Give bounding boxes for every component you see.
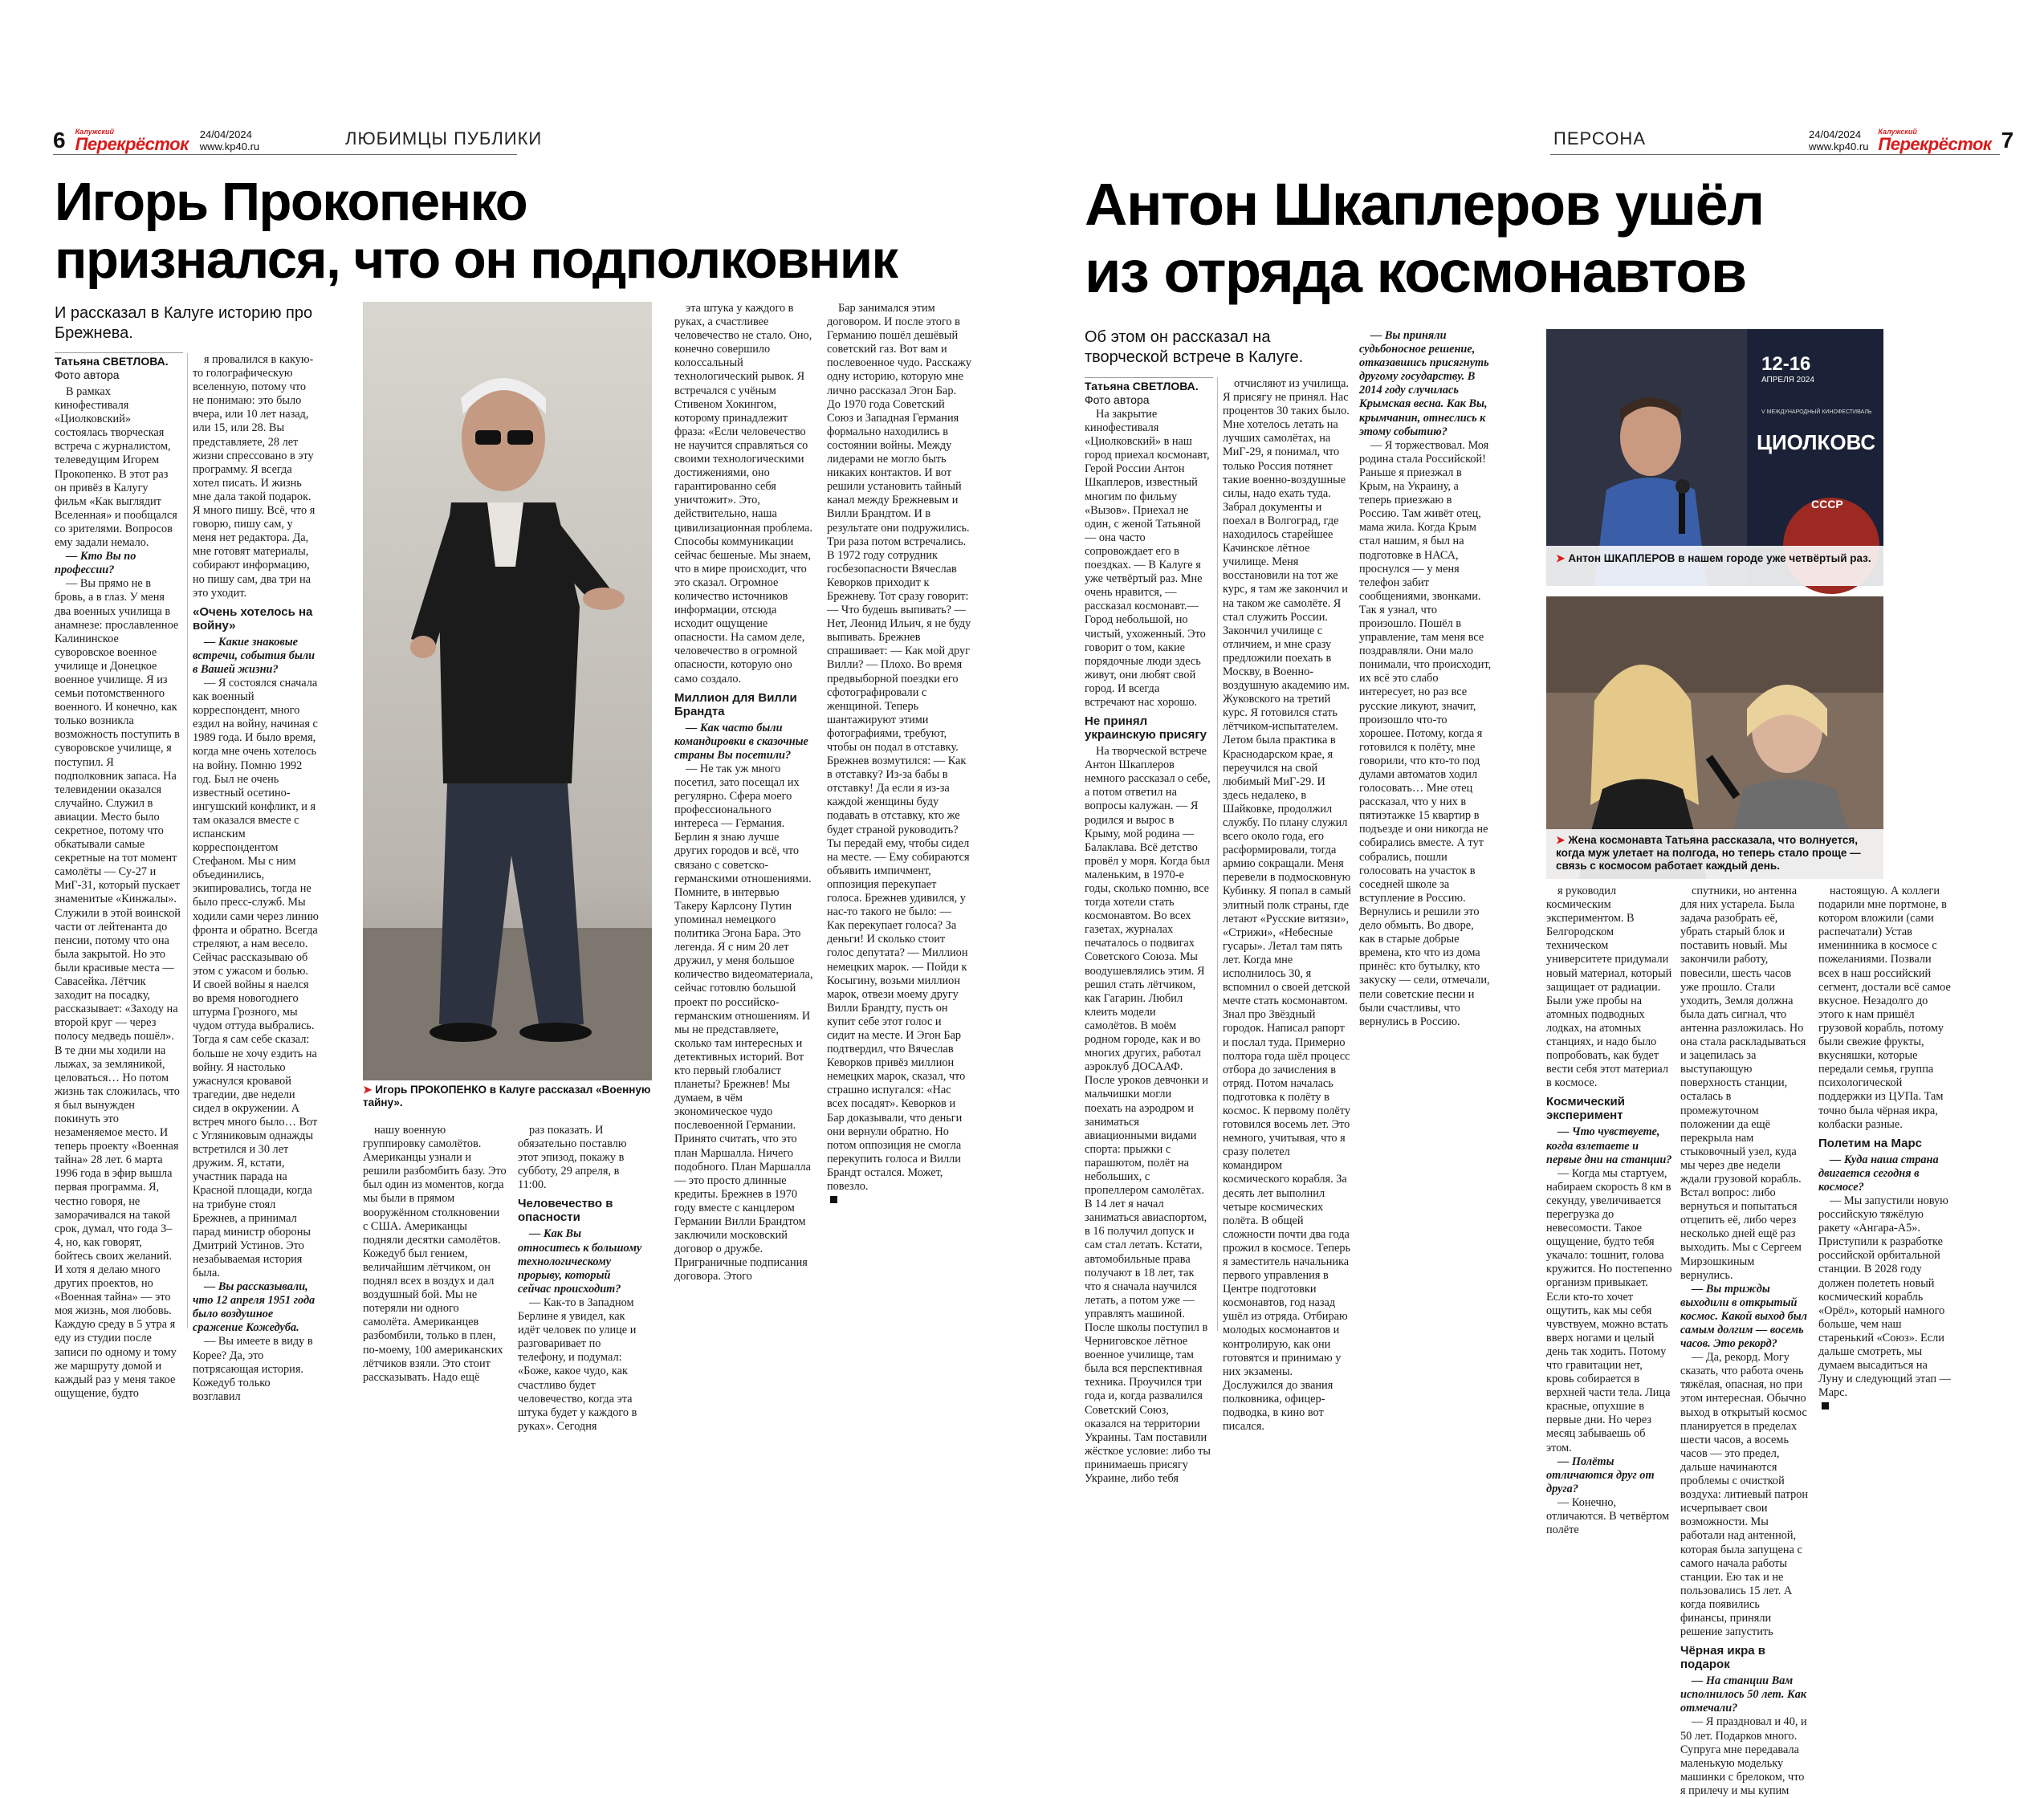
- paragraph: Бар занимался этим договором. И после этого в Германию пошёл дешёвый советский газ. Вот вам и послевоенное чудо. Расскажу одну историю, которую мне лично рассказал Эгон Бар. До 1970 года Советский Союз и Западная Германия формально находились в состоянии войны. Между лидерами не могло быть никаких контактов. И вот решили установить тайный канал между Брежневым и Вилли Брандтом. И в результате они подружились. Три раза потом встречались. В 1972 году сотрудник госбезопасности Вячеслав Кеворков приходит к Брежневу. Тот сразу говорит: — Что будешь выпивать? — Нет, Леонид Ильич, я не буду выпивать. Брежнев спрашивает: — Как мой друг Вилли? — Плохо. Во время предвыборной поездки его сфотографировали с женщиной. Теперь шантажируют этими фотографиями, требуют, чтобы он подал в отставку. Брежнев возмутился: — Как в отставку? Из-за бабы в отставку! Да если я из-за каждой женщины буду подавать в отставку, кто же будет страной руководить? Ты передай ему, чтобы сидел на месте. — Ему собираются объявить импичмент, оппозиция перекупает голоса. Брежнев удивился, у нас-то такого не было: — Как перекупает голоса? За деньги! И сколько стоит голос депутата? — Миллион немецких марок. — Пойди к Косыгину, возьми миллион марок, отвези моему другу Вилли Брандту, пусть он купит себе этот голос и сидит на месте. И Эгон Бар подтвердил, что Вячеслав Кеворков привёз миллион немецких марок, сказал, что страшно испугался: «Нас всех посадят». Кеворков и Бар доказывали, что деньги они вернули обратно. Но потом оппозиция не смогла перекупить голоса и Вилли Брандт остался. Может, повезло.: [827, 302, 971, 1193]
- byline-photo-credit: Фото автора: [1085, 393, 1150, 406]
- paragraph: — Мы запустили новую российскую тяжёлую ракету «Ангара-А5». Приступили к разработке российской орбитальной станции. В 2028 году должен полететь новый космический корабль «Орёл», который намного больше, чем наш старенький «Союз». Если дальше смотреть, мы думаем высадиться на Луну и следующий этап — Марс.: [1818, 1194, 1951, 1400]
- question: — Куда наша страна двигается сегодня в космосе?: [1818, 1153, 1939, 1194]
- paragraph: я провалился в какую-то голографическую вселенную, потому что не понимаю: это было вчера, или 10 лет назад, или 15, или 28. Вы представляете, 28 лет жизни спрессовано в эту программу. Я всегда хотел писать. И жизнь мне дала такой подарок. Я много пишу. Всё, что я говорю, пишу сам, у меня нет редактора. Да, мне готовят материалы, собирают информацию, но пишу сам, два три на это уходит.: [193, 353, 316, 600]
- logo-subtitle: Калужский: [75, 127, 115, 136]
- paragraph: — Когда мы стартуем, набираем скорость 8 км в секунду, увеличивается перегрузка до невесомости. Такое ощущение, будто тебя укачало: тошнит, голова кружится. Но постепенно организм привыкает. Если кто-то хочет ощутить, как мы себя чувствуем, можно встать вверх ногами и целый день так ходить. Потому что гравитации нет, кровь собирается в верхней части тела. Лица красные, опухшие в первые дни. Но через месяц забываешь об этом.: [1546, 1166, 1672, 1454]
- issue-meta: [200, 128, 259, 153]
- question: — Полёты отличаются друг от друга?: [1546, 1454, 1655, 1495]
- header-rule: [1550, 154, 2000, 155]
- logo-subtitle: Калужский: [1878, 127, 1917, 136]
- byline-author: Татьяна СВЕТЛОВА.: [55, 355, 169, 368]
- photo-caption: [1546, 829, 1883, 879]
- caption-name: Игорь ПРОКОПЕНКО: [375, 1084, 487, 1096]
- left-page: [0, 0, 1022, 1445]
- headline-line-1: Игорь Прокопенко: [55, 172, 527, 232]
- article-column-5: [1680, 885, 1809, 1797]
- photo-caption: [363, 1084, 652, 1109]
- caption-text: Жена космонавта Татьяна рассказала, что волнуется, когда муж улетает на полгода, но теперь стало проще — связь с космосом работает каждый день.: [1556, 834, 1861, 872]
- site-url: www.kp40.ru: [1809, 140, 1869, 153]
- article-column-5: [674, 302, 815, 1328]
- paragraph: — Я состоялся сначала как военный корреспондент, много ездил на войну, начиная с 1989 года. И было время, когда мне очень хотелось на войну. Помню 1992 год. Был не очень известный осетино-ингушский конфликт, и я там оказался вместе с испанским корреспондентом Стефаном. Мы с ним объединились, экипировались, тогда не было пресс-служб. Мы ходили сами через линию фронта и обратно. Всегда стреляют, а нам весело. Сейчас рассказываю об этом с ужасом и болью. И своей войны я наелся во время новогоднего штурма Грозного, мы чудом оттуда выбрались. Тогда я сам себе сказал: больше не хочу ездить на войну. Я настолько ужаснулся кровавой трагедии, две недели сидел в окружении. А встреч много было… Вот с Угляниковым однажды встретился и 30 лет дружим. Я, кстати, участник парада на Красной площади, когда на трибуне стоял Брежнев, а принимал парад министр обороны Дмитрий Устинов. Это незабываемая история была.: [193, 676, 319, 1279]
- subheading: «Очень хотелось на войну»: [193, 604, 313, 633]
- right-page: [1022, 0, 2044, 1797]
- paragraph: отчисляют из училища. Я присягу не принял. Нас процентов 30 таких было. Мне хотелось летать на лучших самолётах, на МиГ-29, я понимал, что только Россия потянет такие военно-воздушные силы, надо ехать туда. Забрал документы и поехал в Волгоград, где находилось старейшее Качинское лётное училище. Меня восстановили на тот же курс, я там же закончил и на таком же самолёте. Я стал служить России. Закончил училище с отличием, и мне сразу предложили поехать в Москву, в Военно-воздушную академию им. Жуковского на третий курс. Я готовился стать лётчиком-испытателем. Летом была практика в Краснодарском крае, я переучился на свой любимый МиГ-29. И здесь недалеко, в Шайковке, продолжил службу. По плану служил всего около года, его расформировали, тогда армию сокращали. Меня перевели в подмосковную Кубинку. Я попал в самый элитный полк страны, где летают «Русские витязи», «Стрижи», «Небесные гусары». Летал там пять лет. Когда мне исполнилось 30, я вспомнил о своей детской мечте стать космонавтом. Знал про Звёздный городок. Написал рапорт и послал туда. Примерно полтора года шёл процесс отбора до зачисления в отряд. Потом началась подготовка к полёту в космос. К первому полёту готовился восемь лет. Это немного, учитывая, что я сразу полетел командиром космического корабля. За десять лет выполнил четыре космических полёта. В общей сложности почти два года прожил в космосе. Теперь я заместитель начальника первого управления в Центре подготовки космонавтов, год назад ушёл из отряда. Отбираю молодых космонавтов и контролирую, как они готовятся и принимаю у них экзамены. Дослужился до звания полковника, офицер-подводка, в кино вот писался.: [1223, 377, 1351, 1434]
- section-rubric: ЛЮБИМЦЫ ПУБЛИКИ: [345, 128, 543, 148]
- poster-festival-name: ЦИОЛКОВС: [1757, 430, 1876, 454]
- article-column-2: [193, 353, 319, 1403]
- lede: И рассказал в Калуге историю про Брежнева.: [55, 304, 313, 342]
- question: — Что чувствуете, когда взлетаете и первые дни на станции?: [1546, 1125, 1672, 1166]
- question: — Кто Вы по профессии?: [55, 550, 136, 577]
- shkaplerov-photo: [1546, 329, 1883, 586]
- article-column-6: [827, 302, 971, 1328]
- paragraph: В рамках кинофестиваля «Циолковский» состоялась творческая встреча с журналистом, телеведущим Игорем Прокопенко. В этот раз он привёз в Калугу фильм «Как выглядит Вселенная» и пообщался со зрителями. Вопросов ему задали немало.: [55, 385, 177, 550]
- poster-dates: 12-16: [1761, 353, 1811, 375]
- paragraph: раз показать. И обязательно поставлю этот эпизод, покажу в субботу, 29 апреля, в 11:00.: [518, 1124, 627, 1192]
- article-column-2: [1223, 377, 1351, 1434]
- page-number: 6: [53, 128, 66, 153]
- end-mark: [1822, 1402, 1829, 1410]
- article-column-6: [1818, 885, 1955, 1400]
- section-rubric: ПЕРСОНА: [1553, 128, 1646, 148]
- paragraph: — Да, рекорд. Могу сказать, что работа очень тяжёлая, опасная, но при этом интересная. Обычно выход в открытый космос планируется в пределах шести часов, а восемь часов — это предел, дальше начинаются проблемы с очисткой воздуха: литиевый патрон исчерпывает свои возможности. Мы работали над антенной, которая была запущена с самого начала работы станции. Ею так и не пользовались 15 лет. А когда появились финансы, приняли решение запустить: [1680, 1351, 1809, 1639]
- logo-text: Перекрёсток: [1878, 133, 1992, 154]
- prokopenko-illustration: [363, 302, 652, 1080]
- headline-line-1: Антон Шкаплеров ушёл: [1085, 171, 1764, 238]
- photo-caption: [1546, 546, 1883, 586]
- prokopenko-photo: [363, 302, 652, 1080]
- caption-text: в нашем городе уже четвёртый раз.: [1678, 552, 1871, 564]
- logo-text: Перекрёсток: [75, 133, 189, 154]
- article-column-4: [1546, 885, 1672, 1537]
- paragraph: На закрытие кинофестиваля «Циолковский» в наш город приехал космонавт, Герой России Антон Шкаплеров, известный многим по фильму «Вызов». Приехал не один, с женой Татьяной — она часто сопровождает его в поездках. — В Калуге я уже четвёртый раз. Мне очень нравится, — рассказал космонавт.— Город небольшой, но чистый, ухоженный. Это говорит о том, какие порядочные люди здесь живут, они любят свой город. И всегда встречают нас хорошо.: [1085, 408, 1210, 709]
- left-header: [53, 127, 259, 154]
- paragraph: спутники, но антенна для них устарела. Была задача разобрать её, убрать старый блок и поставить новый. Мы закончили работу, повесили, шесть часов уже прошло. Стали уходить, Земля должна была дать сигнал, что антенна разложилась. Но она стала раскладываться и зацепилась за выступающую поверхность станции, осталась в промежуточном положении да ещё перекрыла нам стыковочный узел, куда мы через две недели ждали грузовой корабль. Встал вопрос: либо вернуться и попытаться отцепить её, либо через несколько дней ещё раз выходить. Мы с Сергеем Мирзошкиным вернулись.: [1680, 885, 1806, 1282]
- lede: Об этом он рассказал на творческой встрече в Калуге.: [1085, 328, 1304, 366]
- caption-arrow-icon: ➤: [1556, 834, 1566, 846]
- end-mark: [830, 1196, 837, 1203]
- poster-country: СССР: [1811, 498, 1843, 511]
- paragraph: я руководил космическим экспериментом. В Белгородском техническом университете придумали новый материал, который защищает от радиации. Были уже пробы на атомных подводных лодках, на атомных станциях, и надо было попробовать, как будет вести себя этот материал в космосе.: [1546, 885, 1672, 1090]
- subheading: Полетим на Марс: [1818, 1136, 1922, 1150]
- caption-name: Антон ШКАПЛЕРОВ: [1568, 552, 1676, 564]
- poster-subtitle: V МЕЖДУНАРОДНЫЙ КИНОФЕСТИВАЛЬ: [1761, 409, 1872, 415]
- article-column-1: [55, 385, 181, 1400]
- right-header: [1809, 127, 2013, 154]
- question: — Вы трижды выходили в открытый космос. Какой выход был самым долгим — восемь часов. Это рекорд?: [1680, 1282, 1807, 1351]
- subheading: Чёрная икра в подарок: [1680, 1644, 1765, 1672]
- byline: [55, 352, 183, 382]
- newspaper-logo: [1878, 128, 1991, 153]
- question: — Вы приняли судьбоносное решение, отказавшись присягнуть другому государству. В 2014 году случилась Крымская весна. Как Вы, крымчанин, отнеслись к этому событию?: [1359, 329, 1489, 438]
- poster-month: АПРЕЛЯ 2024: [1761, 376, 1814, 384]
- question: — Какие знаковые встречи, события были в Вашей жизни?: [193, 635, 316, 676]
- byline-author: Татьяна СВЕТЛОВА.: [1085, 380, 1199, 393]
- question: — Как часто были командировки в сказочные страны Вы посетили?: [674, 721, 808, 762]
- question: — На станции Вам исполнилось 50 лет. Как отмечали?: [1680, 1674, 1807, 1715]
- column-divider: [1217, 377, 1218, 1331]
- paragraph: настоящую. А коллеги подарили мне портмоне, в котором вложили (сами распечатали) Устав именинника в космосе с пожеланиями. Позвали всех в наш российский сегмент, достали всё самое вкусное. Незадолго до этого к нам пришёл грузовой корабль, потому были свежие фрукты, вкусняшки, которые передали семья, группа психологической поддержки из ЦУПа. Там точно была чёрная икра, колбаски разные.: [1818, 885, 1951, 1131]
- newspaper-logo: [75, 128, 189, 153]
- article-column-1: [1085, 408, 1211, 1486]
- subheading: Космический эксперимент: [1546, 1095, 1625, 1123]
- paragraph: — Я торжествовал. Моя родина стала Российской! Раньше я приезжал в Крым, на Украину, а теперь приезжаю в Россию. Там живёт отец, мама жила. Когда Крым стал нашим, я был на подготовке в НАСА, проснулся — у меня телефон забит сообщениями, звонками. Так я узнал, что произошло. Пошёл в управление, там меня все поздравляли. Они мало понимали, что происходит, их всё это слабо интересует, но раз все русские ликуют, значит, произошло что-то хорошее. Потому, когда я готовился к полёту, мне говорили, что кто-то под дулами автоматов ходил голосовать… Мне отец рассказал, что у них в пятиэтажке 15 квартир в подъезде и они никогда не собирались вместе. А тут собрались, пошли голосовать на участок в соседней школе за вступление в Россию. Вернулись и решили это дело обмыть. Во дворе, как в старые добрые времена, кто что из дома принёс: кто бутылку, кто закуску — сели, отмечали, пели советские песни и были счастливы, что вернулись в Россию.: [1359, 438, 1492, 1028]
- issue-meta: [1809, 128, 1868, 153]
- paragraph: нашу военную группировку самолётов. Американцы узнали и решили разбомбить базу. Это был один из моментов, когда мы были в прямом вооружённом столкновении с США. Американцы подняли десятки самолётов. Кожедуб был гением, величайшим лётчиком, он поднял всех в воздух и дал воздушный бой. Мы не потеряли ни одного самолёта. Американцев разбомбили, только в плен, по-моему, 100 американских лётчиков взяли. Это стоит рассказывать. Надо ещё: [363, 1124, 507, 1384]
- issue-date: 24/04/2024: [1809, 128, 1862, 140]
- question: — Вы рассказывали, что 12 апреля 1951 года было воздушное сражение Кожедуба.: [193, 1280, 316, 1335]
- paragraph: — Конечно, отличаются. В четвёртом полёте: [1546, 1495, 1670, 1537]
- paragraph: эта штука у каждого в руках, а счастливее человечество не стало. Оно, конечно совершило колоссальный технологический рывок. Я встречался с учёным Стивеном Хокингом, которому принадлежит фраза: «Если человечество не научится справляться со своими технологическими достижениями, оно гарантированно себя уничтожит». Это, действительно, наша цивилизационная проблема. Способы коммуникации сейчас бешеные. Мы знаем, что в мире происходит, что это сказал. Огромное количество источников информации, отсюда исходит ощущение опасности. На самом деле, человечество в огромной опасности, которую оно само создало.: [674, 302, 812, 685]
- byline: [1085, 377, 1213, 407]
- paragraph: — Вы прямо не в бровь, а в глаз. У меня два военных училища в анамнезе: прославленное Калининское суворовское военное училище и Донецкое военное училище. Я из семьи потомственного военного. И конечно, как только возникла возможность поступить в суворовское училище, я поступил. Я подполковник запаса. На телевидении оказался случайно. Служил в авиации. Место было секретное, потому что обкатывали самые секретные на тот момент самолёты — Су-27 и МиГ-31, который пускает знаменитые «Кинжалы». Служили в этой воинской части от лейтенанта до пенсии, потому что она была закрытой. Но это были красивые места — Савасейка. Лётчик заходит на посадку, рассказывает: «Заходу на второй круг — через полосу медведь пошёл». В те дни мы ходили на лыжах, за земляникой, целоваться… Но потом жизнь так сложилась, что я был вынужден покинуть это незаменяемое место. И теперь проекту «Военная тайна» 28 лет. 6 марта 1996 года в эфир вышла первая программа. Я, честно говоря, не заморачивался на такой срок, думал, что года 3–4, но, как говорят, бойтесь своих желаний. И хотя я делаю много других проектов, но «Военная тайна» — это моя жизнь, моя любовь. Каждую среду в 5 утра я еду из студии после записи по одному и тому же маршруту домой и каждый раз у меня такое ощущение, будто: [55, 577, 181, 1400]
- question: — Как Вы относитесь к большому технологическому прорыву, который сейчас происходит?: [518, 1227, 642, 1296]
- article-column-3: [1359, 329, 1492, 1180]
- caption-arrow-icon: ➤: [1556, 552, 1566, 564]
- subheading: Миллион для Вилли Брандта: [674, 690, 797, 718]
- site-url: www.kp40.ru: [199, 140, 260, 153]
- article-column-3: [363, 1124, 507, 1384]
- caption-arrow-icon: ➤: [363, 1084, 373, 1096]
- headline-line-2: из отряда космонавтов: [1085, 238, 1746, 305]
- article-column-4: [518, 1124, 646, 1433]
- paragraph: — Не так уж много посетил, зато посещал их регулярно. Сфера моего профессионального интереса — Германия. Берлин я знаю лучше других городов и всё, что связано с советско-германскими отношениями. Помните, в интервью Такеру Карлсону Путин упоминал немецкого политика Эгона Бара. Это легенда. Я с ним 20 лет дружил, у меня большое количество видеоматериала, сейчас готовлю большой проект по российско-германским отношениям. И мы не представляете, сколько там интересных и детективных историй. Вот кто первый глобалист планеты? Брежнев! Мы думаем, в чём экономическое чудо послевоенной Германии. Принято считать, что это план Маршалла. Ничего подобного. План Маршалла — это просто длинные кредиты. Брежнев в 1970 году вместе с канцлером Германии Вилли Брандтом заключили московский договор о дружбе. Приграничные подписания договора. Этого: [674, 762, 813, 1283]
- caption-text: в Калуге рассказал «Военную тайну».: [363, 1084, 651, 1108]
- subheading: Не принял украинскую присягу: [1085, 714, 1207, 742]
- headline-line-2: признался, что он подполковник: [55, 230, 898, 290]
- wife-photo: [1546, 596, 1883, 879]
- paragraph: На творческой встрече Антон Шкаплеров немного рассказал о себе, а потом ответил на вопросы калужан. — Я родился и вырос в Крыму, мой родина — Балаклава. Всё детство провёл у моря. Когда был маленьким, в 1970-е годы, сколько помню, все тогда хотели стать космонавтом. Во всех газетах, журналах печаталось о подвигах Советского Союза. Мы воодушевлялись этим. Я решил стать лётчиком, как Гагарин. Любил клеить модели самолётов. В моём родном городе, как и во многих других, работал аэроклуб ДОСААФ. После уроков девчонки и мальчишки могли поехать на аэродром и заниматься авиационными видами спорта: прыжки с парашютом, полёт на небольших, с пропеллером самолётах. В 14 лет я начал заниматься авиаспортом, в 16 получил допуск и сам стал летать. Кстати, автомобильные права получают в 18 лет, так что я сначала научился летать, а потом уже — управлять машиной. После школы поступил в Черниговское лётное военное училище, там была вся перспективная техника. Проучился три года и, когда развалился Советский Союз, оказался на территории Украины. Там поставили жёсткое условие: либо ты принимаешь присягу Украине, либо тебя: [1085, 745, 1211, 1486]
- header-rule: [53, 154, 517, 155]
- column-divider: [187, 353, 188, 1328]
- paragraph: — Я праздновал и 40, и 50 лет. Подарков много. Супруга мне передавала маленькую модельку машинки с брелоком, что я прилечу и мы купим: [1680, 1715, 1807, 1797]
- paragraph: — Как-то в Западном Берлине я увидел, как идёт человек по улице и разговаривает по телефону, и подумал: «Боже, какое чудо, как счастливо будет человечество, когда эта штука будет у каждого в руках». Сегодня: [518, 1296, 637, 1433]
- page-number: 7: [2001, 128, 2014, 153]
- subheading: Человечество в опасности: [518, 1197, 613, 1225]
- byline-photo-credit: Фото автора: [55, 368, 120, 381]
- paragraph: — Вы имеете в виду в Корее? Да, это потрясающая история. Кожедуб только возглавил: [193, 1335, 313, 1403]
- issue-date: 24/04/2024: [199, 128, 252, 140]
